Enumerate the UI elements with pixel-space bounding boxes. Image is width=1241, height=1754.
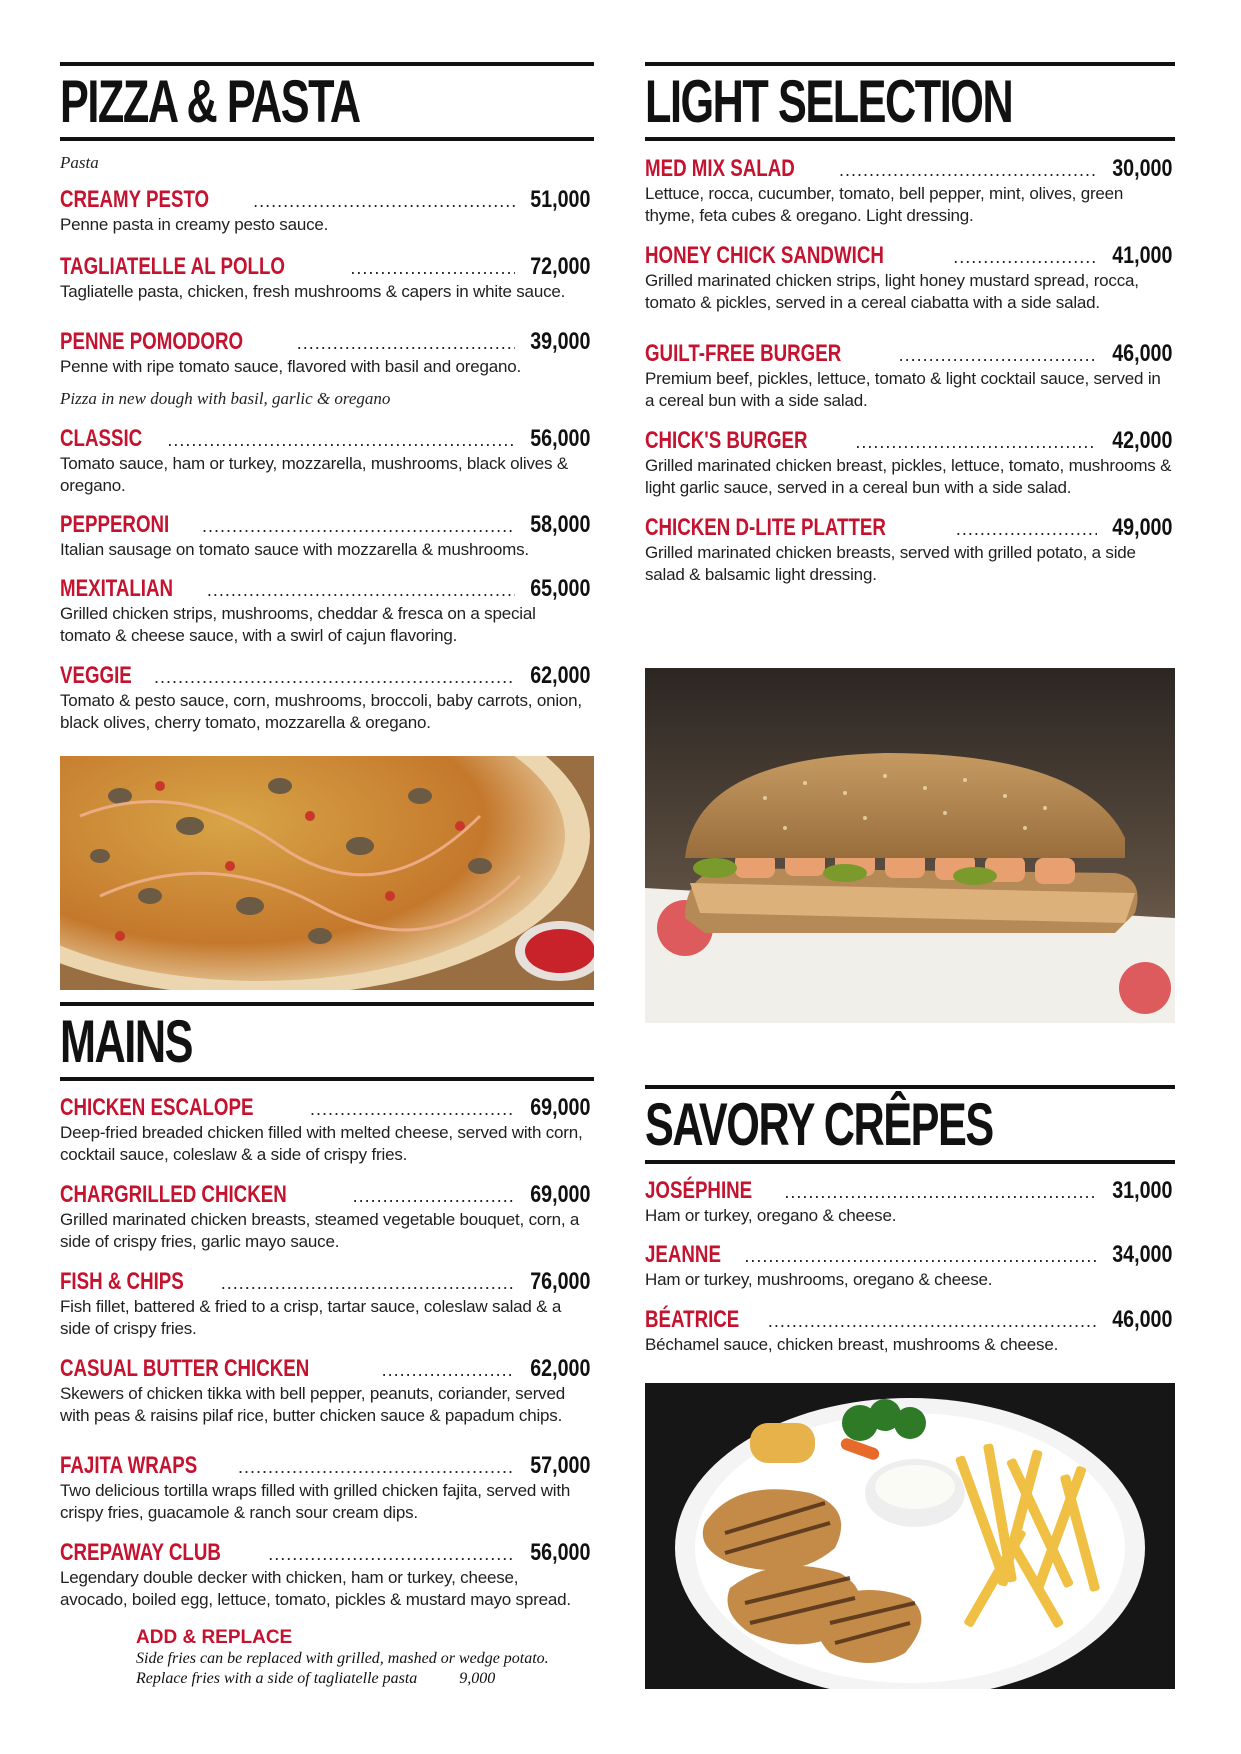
item-name: JEANNE (645, 1241, 721, 1268)
menu-item (645, 1306, 1172, 1356)
menu-item (60, 1452, 590, 1524)
item-price: 46,000 (1111, 1306, 1172, 1333)
item-name: CLASSIC (60, 425, 143, 452)
item-name: MEXITALIAN (60, 575, 174, 602)
item-name: CHICK'S BURGER (645, 427, 808, 454)
item-name: PEPPERONI (60, 511, 170, 538)
item-price: 69,000 (529, 1181, 590, 1208)
item-name: CREAMY PESTO (60, 186, 210, 213)
menu-item (645, 242, 1172, 314)
item-name: FISH & CHIPS (60, 1268, 184, 1295)
item-price: 76,000 (529, 1268, 590, 1295)
pasta-subheading: Pasta (60, 153, 99, 172)
item-description: Penne pasta in creamy pesto sauce. (60, 215, 329, 234)
item-price: 69,000 (529, 1094, 590, 1121)
menu-item (60, 1094, 590, 1166)
menu-item (60, 425, 590, 497)
item-description: Béchamel sauce, chicken breast, mushrooms & cheese. (645, 1335, 1059, 1354)
section-header-light-selection (645, 62, 1175, 141)
add-replace-note (136, 1627, 596, 1689)
item-name: CASUAL BUTTER CHICKEN (60, 1355, 310, 1382)
menu-item (645, 155, 1172, 227)
section-header-savory-crepes (645, 1085, 1175, 1164)
item-price: 34,000 (1111, 1241, 1172, 1268)
item-name: VEGGIE (60, 662, 132, 689)
pizza-illustration (60, 756, 594, 990)
item-price: 56,000 (529, 425, 590, 452)
item-price: 42,000 (1111, 427, 1172, 454)
item-description: Tomato sauce, ham or turkey, mozzarella, mushrooms, black olives & oregano. (60, 454, 569, 495)
item-name: MED MIX SALAD (645, 155, 795, 182)
section-title-mains: MAINS (60, 1008, 193, 1075)
menu-item (645, 340, 1172, 412)
menu-item (645, 1177, 1172, 1227)
section-header-mains (60, 1002, 594, 1081)
item-description: Grilled marinated chicken breast, pickles, lettuce, tomato, mushrooms & light garlic sauce, served in a cereal bun with a side salad. (645, 456, 1172, 497)
section-title-savory-crepes: SAVORY CRÊPES (645, 1091, 993, 1158)
item-price: 49,000 (1111, 514, 1172, 541)
menu-item (60, 1181, 590, 1253)
item-price: 46,000 (1111, 340, 1172, 367)
item-description: Grilled chicken strips, mushrooms, cheddar & fresca on a special tomato & cheese sauce, with a swirl of cajun flavoring. (60, 604, 536, 645)
pizza-subheading: Pizza in new dough with basil, garlic & oregano (60, 389, 391, 408)
grilled-chicken-platter-photo (645, 1383, 1175, 1689)
menu-item (60, 1268, 590, 1340)
menu-item (60, 511, 590, 561)
menu-item (645, 514, 1172, 586)
menu-item (60, 328, 590, 378)
add-replace-price: 9,000 (459, 1670, 496, 1687)
menu-item (60, 1355, 590, 1427)
platter-illustration (645, 1383, 1175, 1689)
item-name: HONEY CHICK SANDWICH (645, 242, 884, 269)
item-price: 62,000 (529, 662, 590, 689)
item-description: Fish fillet, battered & fried to a crisp, tartar sauce, coleslaw salad & a side of crispy fries. (60, 1297, 562, 1338)
menu-item (60, 575, 590, 647)
add-replace-line2: Replace fries with a side of tagliatelle pasta (136, 1670, 418, 1687)
item-description: Deep-fried breaded chicken filled with melted cheese, served with corn, cocktail sauce, coleslaw & a side of crispy fries. (60, 1123, 583, 1164)
add-replace-title: ADD & REPLACE (136, 1627, 293, 1648)
sandwich-photo (645, 668, 1175, 1023)
item-description: Ham or turkey, oregano & cheese. (645, 1206, 897, 1225)
section-title-pizza-pasta: PIZZA & PASTA (60, 68, 360, 135)
item-name: GUILT-FREE BURGER (645, 340, 842, 367)
item-price: 58,000 (529, 511, 590, 538)
item-description: Italian sausage on tomato sauce with mozzarella & mushrooms. (60, 540, 529, 559)
item-price: 41,000 (1111, 242, 1172, 269)
item-description: Lettuce, rocca, cucumber, tomato, bell pepper, mint, olives, green thyme, feta cubes & oregano. Light dressing. (645, 184, 1124, 225)
menu-item (60, 1539, 590, 1611)
item-name: FAJITA WRAPS (60, 1452, 198, 1479)
item-price: 62,000 (529, 1355, 590, 1382)
item-description: Grilled marinated chicken strips, light honey mustard spread, rocca, tomato & pickles, served in a cereal ciabatta with a side salad. (645, 271, 1139, 312)
item-name: CHICKEN D-LITE PLATTER (645, 514, 886, 541)
menu-item (645, 427, 1172, 499)
item-name: CREPAWAY CLUB (60, 1539, 221, 1566)
item-description: Grilled marinated chicken breasts, steamed vegetable bouquet, corn, a side of crispy fries, garlic mayo sauce. (60, 1210, 580, 1251)
item-description: Penne with ripe tomato sauce, flavored with basil and oregano. (60, 357, 522, 376)
item-name: BÉATRICE (645, 1306, 740, 1333)
section-title-light-selection: LIGHT SELECTION (645, 68, 1013, 135)
item-price: 31,000 (1111, 1177, 1172, 1204)
item-description: Tagliatelle pasta, chicken, fresh mushrooms & capers in white sauce. (60, 282, 566, 301)
item-description: Grilled marinated chicken breasts, served with grilled potato, a side salad & balsamic light dressing. (645, 543, 1136, 584)
item-name: TAGLIATELLE AL POLLO (60, 253, 285, 280)
pizza-photo (60, 756, 594, 990)
item-price: 30,000 (1111, 155, 1172, 182)
menu-item (60, 186, 590, 236)
item-description: Ham or turkey, mushrooms, oregano & cheese. (645, 1270, 993, 1289)
item-description: Legendary double decker with chicken, ham or turkey, cheese, avocado, boiled egg, lettuce, tomato, pickles & mustard mayo spread. (60, 1568, 571, 1609)
section-header-pizza-pasta (60, 62, 594, 141)
item-description: Tomato & pesto sauce, corn, mushrooms, broccoli, baby carrots, onion, black olives, cherry tomato, mozzarella & oregano. (60, 691, 582, 732)
menu-item (645, 1241, 1172, 1291)
menu-item (60, 662, 590, 734)
add-replace-line1: Side fries can be replaced with grilled, mashed or wedge potato. (136, 1650, 549, 1667)
item-price: 72,000 (529, 253, 590, 280)
item-description: Skewers of chicken tikka with bell pepper, peanuts, coriander, served with peas & raisins pilaf rice, butter chicken sauce & papadum chips. (60, 1384, 565, 1425)
item-name: JOSÉPHINE (645, 1177, 753, 1204)
item-name: CHICKEN ESCALOPE (60, 1094, 254, 1121)
item-price: 39,000 (529, 328, 590, 355)
sandwich-illustration (645, 668, 1175, 1023)
item-price: 65,000 (529, 575, 590, 602)
menu-item (60, 253, 590, 303)
item-price: 56,000 (529, 1539, 590, 1566)
item-description: Two delicious tortilla wraps filled with grilled chicken fajita, served with crispy fries, guacamole & ranch sour cream dips. (60, 1481, 571, 1522)
item-name: PENNE POMODORO (60, 328, 244, 355)
item-description: Premium beef, pickles, lettuce, tomato & light cocktail sauce, served in a cereal bun with a side salad. (645, 369, 1161, 410)
item-price: 51,000 (529, 186, 590, 213)
item-price: 57,000 (529, 1452, 590, 1479)
item-name: CHARGRILLED CHICKEN (60, 1181, 287, 1208)
